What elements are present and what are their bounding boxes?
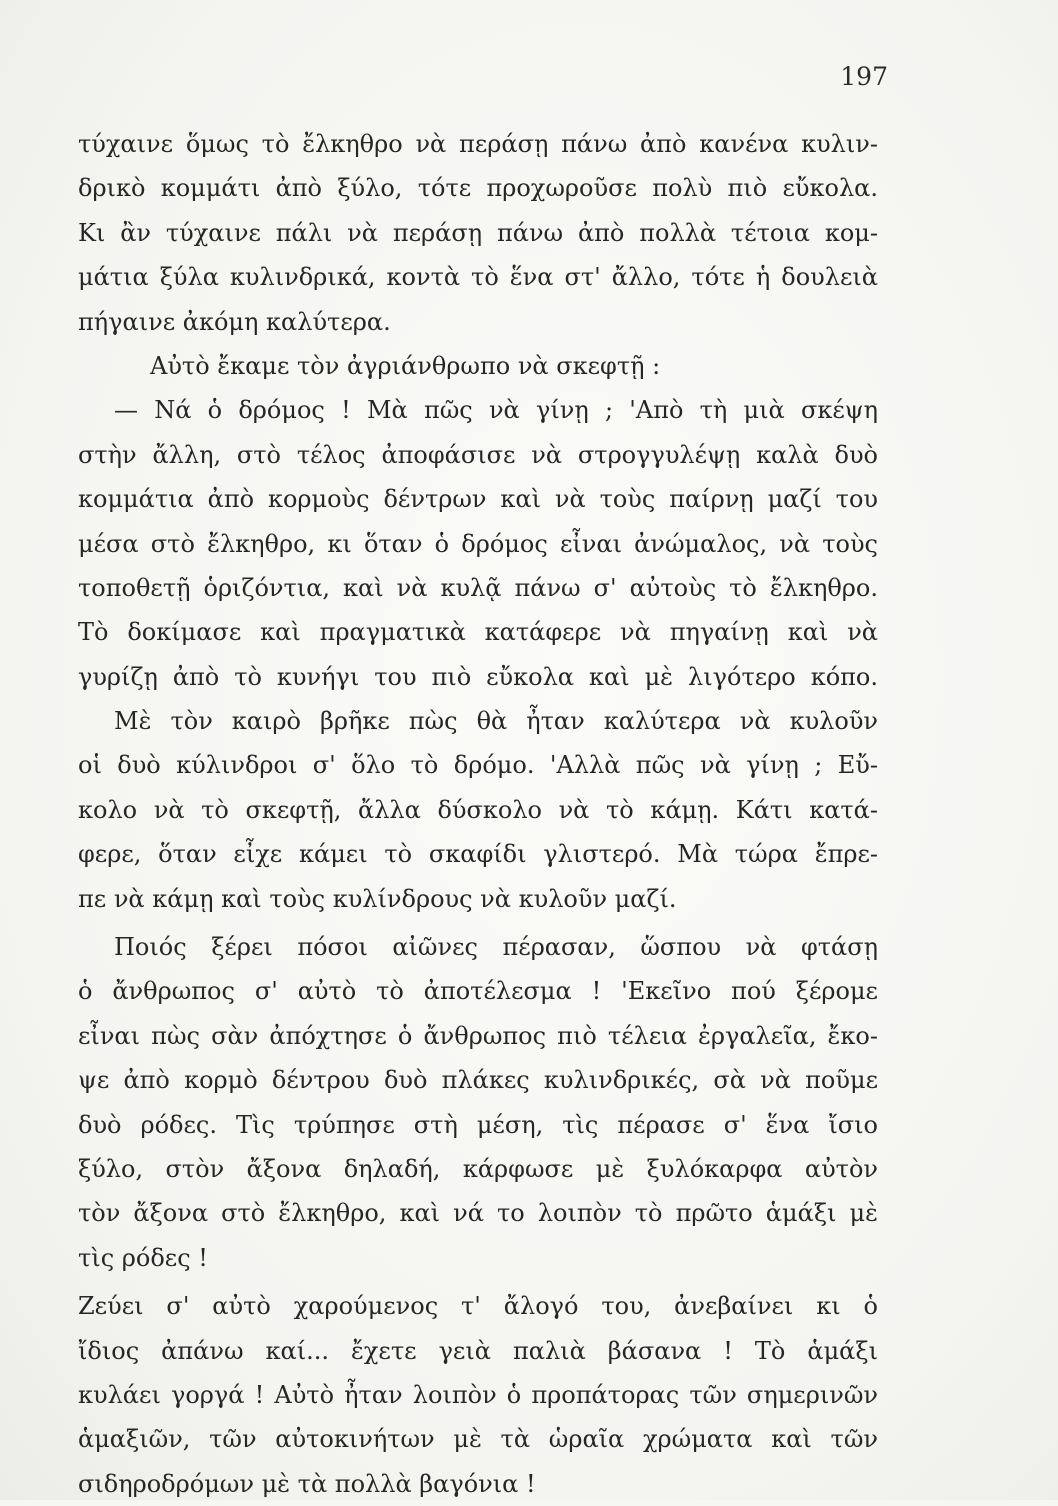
text-line: — Νά ὁ δρόμος ! Μὰ πῶς νὰ γίνῃ ; 'Απὸ τὴ μιὰ σκέψη — [114, 396, 878, 425]
page-number: 197 — [840, 62, 888, 91]
text-line: τὸν ἄξονα στὸ ἔλκηθρο, καὶ νά το λοιπὸν τὸ πρῶτο ἁμάξι μὲ — [78, 1199, 878, 1228]
text-line: μέσα στὸ ἔλκηθρο, κι ὅταν ὁ δρόμος εἶναι ἀνώμαλος, νὰ τοὺς — [78, 529, 878, 558]
text-line: ψε ἀπὸ κορμὸ δέντρου δυὸ πλάκες κυλινδρικές, σὰ νὰ ποῦμε — [78, 1066, 878, 1095]
text-line: Ποιός ξέρει πόσοι αἰῶνες πέρασαν, ὥσπου νὰ φτάσῃ — [114, 933, 878, 962]
text-line: Αὐτὸ ἔκαμε τὸν ἀγριάνθρωπο νὰ σκεφτῇ : — [150, 351, 661, 380]
text-line: εἶναι πὼς σὰν ἀπόχτησε ὁ ἄνθρωπος πιὸ τέλεια ἐργαλεῖα, ἔκο- — [78, 1021, 878, 1050]
text-line: φερε, ὅταν εἶχε κάμει τὸ σκαφίδι γλιστερό. Μὰ τώρα ἔπρε- — [78, 840, 878, 869]
text-line: μάτια ξύλα κυλινδρικά, κοντὰ τὸ ἕνα στ' ἄλλο, τότε ἡ δουλειὰ — [78, 263, 878, 292]
text-line: ξύλο, στὸν ἄξονα δηλαδή, κάρφωσε μὲ ξυλόκαρφα αὐτὸν — [78, 1154, 878, 1183]
text-line: τὶς ρόδες ! — [78, 1243, 208, 1272]
text-line: ἴδιος ἀπάνω καί... ἔχετε γειὰ παλιὰ βάσανα ! Τὸ ἁμάξι — [78, 1336, 878, 1365]
text-line: Ζεύει σ' αὐτὸ χαρούμενος τ' ἄλογό του, ἀνεβαίνει κι ὁ — [78, 1292, 878, 1321]
text-line: ἁμαξιῶν, τῶν αὐτοκινήτων μὲ τὰ ὡραῖα χρώματα καὶ τῶν — [78, 1425, 878, 1454]
text-line: τοποθετῇ ὁριζόντια, καὶ νὰ κυλᾷ πάνω σ' αὐτοὺς τὸ ἔλκηθρο. — [78, 573, 878, 602]
text-line: Μὲ τὸν καιρὸ βρῆκε πὼς θὰ ἦταν καλύτερα νὰ κυλοῦν — [114, 707, 878, 736]
text-line: οἱ δυὸ κύλινδροι σ' ὅλο τὸ δρόμο. 'Αλλὰ πῶς νὰ γίνῃ ; Εὔ- — [78, 751, 878, 780]
text-line: σιδηροδρόμων μὲ τὰ πολλὰ βαγόνια ! — [78, 1469, 536, 1498]
text-line: πε νὰ κάμῃ καὶ τοὺς κυλίνδρους νὰ κυλοῦν μαζί. — [78, 884, 677, 913]
text-line: στὴν ἄλλη, στὸ τέλος ἀποφάσισε νὰ στρογγυλέψῃ καλὰ δυὸ — [78, 440, 878, 469]
text-line: κυλάει γοργά ! Αὐτὸ ἦταν λοιπὸν ὁ προπάτορας τῶν σημερινῶν — [78, 1380, 878, 1409]
text-line: δρικὸ κομμάτι ἀπὸ ξύλο, τότε προχωροῦσε πολὺ πιὸ εὔκολα. — [78, 174, 878, 203]
text-line: γυρίζῃ ἀπὸ τὸ κυνήγι του πιὸ εὔκολα καὶ μὲ λιγότερο κόπο. — [78, 662, 878, 691]
text-line: πήγαινε ἀκόμη καλύτερα. — [78, 307, 391, 336]
text-line: Τὸ δοκίμασε καὶ πραγματικὰ κατάφερε νὰ πηγαίνῃ καὶ νὰ — [78, 618, 878, 647]
text-line: κομμάτια ἀπὸ κορμοὺς δέντρων καὶ νὰ τοὺς παίρνῃ μαζί του — [78, 485, 878, 514]
text-line: δυὸ ρόδες. Τὶς τρύπησε στὴ μέση, τὶς πέρασε σ' ἕνα ἴσιο — [78, 1110, 878, 1139]
body-text — [78, 122, 878, 1506]
text-line: ὁ ἄνθρωπος σ' αὐτὸ τὸ ἀποτέλεσμα ! 'Εκεῖνο πού ξέρομε — [78, 977, 878, 1006]
text-line: τύχαινε ὅμως τὸ ἔλκηθρο νὰ περάσῃ πάνω ἀπὸ κανένα κυλιν- — [78, 130, 878, 158]
text-line: Κι ἂν τύχαινε πάλι νὰ περάσῃ πάνω ἀπὸ πολλὰ τέτοια κομ- — [78, 218, 878, 247]
text-line: κολο νὰ τὸ σκεφτῇ, ἄλλα δύσκολο νὰ τὸ κάμῃ. Κάτι κατά- — [78, 795, 878, 824]
